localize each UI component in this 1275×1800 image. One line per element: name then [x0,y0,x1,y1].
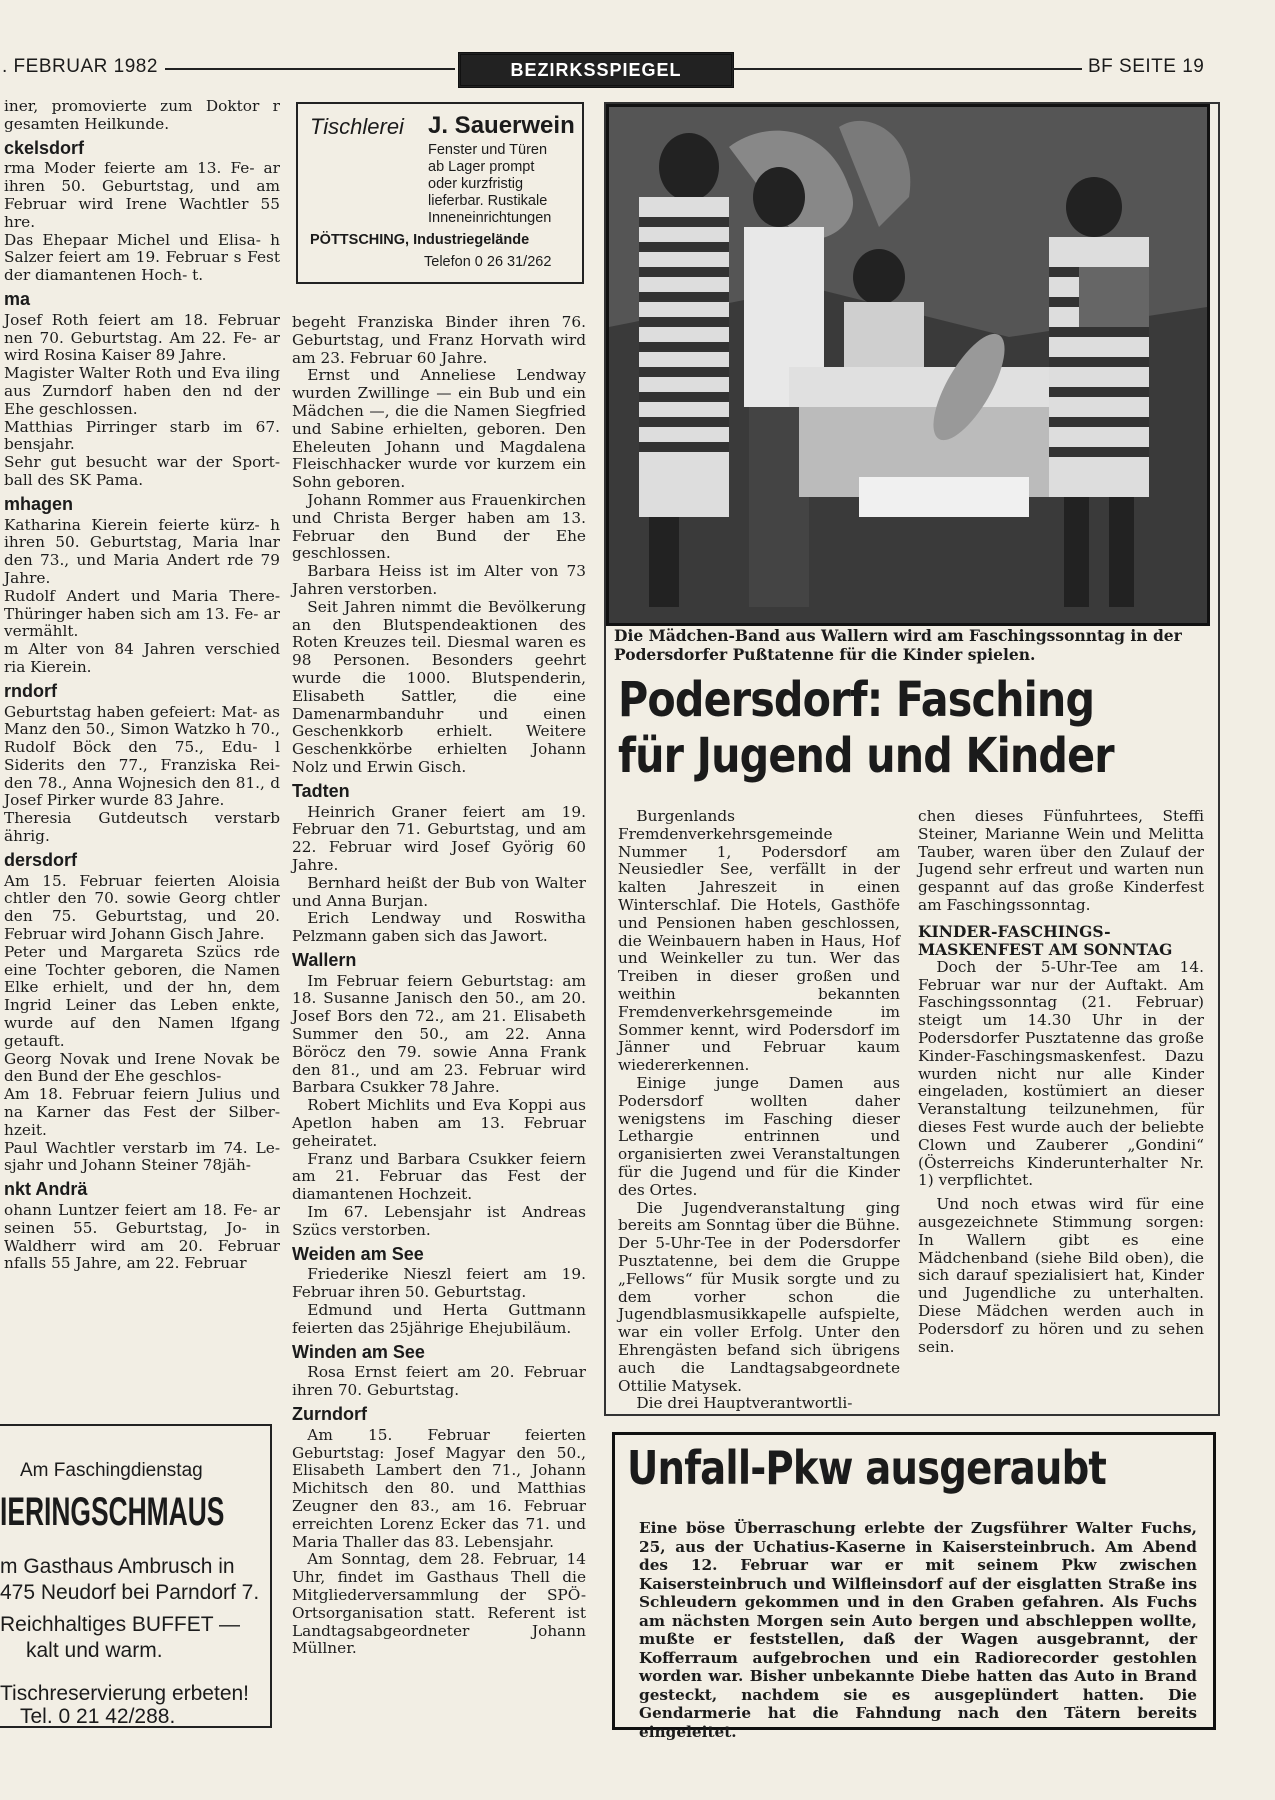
article-subheading [918,923,1204,959]
section-heading: Winden am See [292,1341,425,1362]
paragraph: Georg Novak und Irene Novak be den Bund der Ehe geschlos- [4,1049,280,1086]
article-column-right [918,808,1204,1356]
paragraph: Katharina Kierein feierte kürz- h ihren 50. Geburtstag, Maria lnar den 73., und Maria Andert rde 79 Jahre. [4,515,280,587]
section-heading: rndorf [4,680,57,701]
ad-line: m Gasthaus Ambrusch in [0,1555,235,1578]
paragraph: Friederike Nieszl feiert am 19. Februar ihren 50. Geburtstag. [292,1265,586,1302]
section-title: BEZIRKSSPIEGEL [458,52,734,88]
paragraph: ohann Luntzer feiert am 18. Fe- ar seinen 55. Geburtstag, Jo- in Waldherr wird am 20. Februar nfalls 55 Jahre, am 22. Februar [4,1201,280,1273]
section-heading: Tadten [292,780,350,801]
paragraph: Burgenlands Fremdenverkehrsgemeinde Nummer 1, Podersdorf am Neusiedler See, verfällt in der kalten Jahreszeit in einen Winterschlaf. Die Hotels, Gasthöfe und Pensionen haben geschlossen, die Weinbauern haben in Haus, Hof und Weinkeller zu tun. Wer das Treiben in dieser großen und weithin bekannten Fremdenverkehrsgemeinde im Sommer kennt, wird Podersdorf im Jänner und Februar kaum wiedererkennen. [618,807,900,1075]
paragraph: Doch der 5-Uhr-Tee am 14. Februar war nur der Auftakt. Am Faschingssonntag (21. Februar) steigt um 14.30 Uhr in der Podersdorfer Pusztatenne das große Kinder-Faschingsmaskenfest. Dazu wurden nicht nur alle Kinder eingeladen, kostümiert an dieser Veranstaltung teilzunehmen, für dieses Fest wurde auch der beliebte Clown und Zauberer „Gondini“ (Österreichs Kinderunterhalter Nr. 1) verpflichtet. [918,957,1204,1190]
band-photo-illustration [609,107,1207,623]
ad-line: Reichhaltiges BUFFET — [0,1613,241,1636]
ad-location: PÖTTSCHING, Industriegelände [310,232,530,248]
paragraph: Am 18. Februar feiern Julius und na Karner das Fest der Silber- hzeit. [4,1085,280,1139]
ad-line: Inneneinrichtungen [428,210,552,226]
subheading-line: KINDER-FASCHINGS- [918,921,1111,941]
paragraph: Die drei Hauptverantwortli- [636,1394,853,1413]
article-headline [618,672,1134,784]
paragraph: Erich Lendway und Roswitha Pelzmann gaben sich das Jawort. [292,909,586,946]
paragraph: Peter und Margareta Szücs rde eine Tochter geboren, die Namen Elke erhielt, und der hn, dem Ingrid Leiner das Leben enkte, wurde auf den Namen lfgang getauft. [4,942,280,1050]
photo-caption: Die Mädchen-Band aus Wallern wird am Faschingssonntag in der Podersdorfer Pußtatenne für die Kinder spielen. [614,626,1182,664]
paragraph: Die Jugendveranstaltung ging bereits am Sonntag über die Bühne. Der 5-Uhr-Tee in der Podersdorfer Pusztatenne, bei dem die Gruppe „Fellows“ für Musik sorgte und zu dem vorher schon die Jugendblasmusikkapelle aufspielte, war ein voller Erfolg. Unter den Ehrengästen befand sich übrigens auch die Landtagsabgeordnete Ottilie Matysek. [618,1198,900,1395]
column-births-left [0,98,280,1273]
paragraph: Edmund und Herta Guttmann feierten das 25jährige Ehejubiläum. [292,1301,586,1337]
paragraph: Am 15. Februar feierten Aloisia chtler den 70. sowie Georg chtler den 75. Geburtstag, und 20. Februar wird Johann Gisch Jahre. [4,871,280,944]
paragraph: Johann Rommer aus Frauenkirchen und Christa Berger haben am 13. Februar den Bund der Ehe geschlossen. [292,490,586,563]
paragraph: Im 67. Lebensjahr ist Andreas Szücs verstorben. [292,1203,586,1239]
ad-line: kalt und warm. [26,1639,163,1662]
ad-reservation [0,1682,249,1728]
section-heading: mhagen [4,493,74,514]
ad-line: Tel. 0 21 42/288. [20,1705,176,1728]
headline-line: Podersdorf: Fasching [618,672,1095,728]
section-heading: Wallern [292,949,357,970]
ad-tischlerei [296,102,584,284]
paragraph: Seit Jahren nimmt die Bevölkerung an den Blutspendeaktionen des Roten Kreuzes teil. Diesmal waren es 98 Personen. Besonders geehrt wurde die 1000. Blutspenderin, Elisabeth Sattler, die eine Damenarmbanduhr und einen Geschenkkorb erhielt. Weitere Geschenkkörbe erhielten Johann Nolz und Erwin Gisch. [292,597,586,776]
unfall-article [612,1432,1216,1741]
ad-buffet [0,1612,240,1664]
ad-line: oder kurzfristig [428,176,524,192]
paragraph: Magister Walter Roth und Eva iling aus Zurndorf haben den nd der Ehe geschlossen. [4,364,280,418]
ad-line: lieferbar. Rustikale [428,193,548,209]
paragraph: Robert Michlits und Eva Koppi aus Apetlon haben am 13. Februar geheiratet. [292,1096,586,1150]
header-rule-right [732,68,1082,70]
paragraph: Franz und Barbara Csukker feiern am 21. Februar das Fest der diamantenen Hochzeit. [292,1149,586,1204]
paragraph: Geburtstag haben gefeiert: Mat- as Manz den 50., Simon Watzko h 70., Rudolf Böck den 75., Edu- l Siderits den 77., Franziska Rei- den 78., Anna Wojnesich den 81., d Josef Pirker wurde 83 Jahre. [4,702,280,810]
ad-line: Tischreservierung erbeten! [0,1682,250,1705]
paragraph: Bernhard heißt der Bub von Walter und Anna Burjan. [292,873,586,910]
paragraph: Josef Roth feiert am 18. Februar nen 70. Geburtstag. Am 22. Fe- ar wird Rosina Kaiser 89 Jahre. [4,310,280,365]
paragraph: Am Sonntag, dem 28. Februar, 14 Uhr, findet im Gasthaus Thell die Mitgliederversammlung der SPÖ-Ortsorganisation statt. Referent ist Landtagsabgeordneter Johann Müllner. [292,1550,586,1658]
paragraph: Das Ehepaar Michel und Elisa- h Salzer feiert am 19. Februar s Fest der diamantenen Hoch- t. [4,230,280,285]
column-births-middle [292,314,586,1658]
header-date: . FEBRUAR 1982 [2,56,158,77]
paragraph: Heinrich Graner feiert am 19. Februar den 71. Geburtstag, und am 22. Februar wird Josef Györig 60 Jahre. [292,802,586,874]
ad-line: ab Lager prompt [428,159,535,175]
paragraph: Barbara Heiss ist im Alter von 73 Jahren verstorben. [292,562,586,598]
paragraph: begeht Franziska Binder ihren 76. Geburtstag, und Franz Horvath wird am 23. Februar 60 Jahre. [292,313,586,367]
article-column-left [618,808,900,1413]
paragraph: m Alter von 84 Jahren verschied ria Kierein. [4,640,280,676]
unfall-text: Eine böse Überraschung erlebte der Zugsführer Walter Fuchs, 25, aus der Uchatius-Kaserne in Kaisersteinbruch. Am Abend des 12. Februar war er mit seinem Pkw zwischen Kaisersteinbruch und Wilfleinsdorf auf der eisglatten Straße ins Schleudern gekommen und in den Graben gefahren. Als Fuchs am nächsten Morgen sein Auto bergen und abschleppen wollte, mußte er feststellen, daß der Wagen ausgebrannt, der Kofferraum aufgebrochen und ein Radiorecorder gestohlen worden war. Bisher unbekannte Diebe hatten das Auto in Brand gesteckt, nachdem sie es ausgeplündert hatten. Die Gendarmerie hat die Fahndung nach den Tätern bereits eingeleitet. [639,1519,1197,1741]
section-heading: Zurndorf [292,1404,367,1425]
paragraph: Sehr gut besucht war der Sport- ball des SK Pama. [4,453,280,489]
section-heading: Weiden am See [292,1243,424,1264]
section-heading: ckelsdorf [4,137,85,158]
band-photo [606,104,1210,626]
paragraph: iner, promovierte zum Doktor r gesamten Heilkunde. [4,98,280,133]
ad-line: Fenster und Türen [428,142,548,158]
ad-title: IERINGSCHMAUS [0,1490,225,1534]
unfall-headline: Unfall-Pkw ausgeraubt [627,1441,1107,1495]
paragraph: rma Moder feierte am 13. Fe- ar ihren 50. Geburtstag, und am Februar wird Irene Wachtler 55 hre. [4,159,280,231]
section-heading: nkt Andrä [4,1179,88,1200]
paragraph: Im Februar feiern Geburtstag: am 18. Susanne Janisch den 50., am 20. Josef Bors den 72., am 21. Elisabeth Summer den 50., am 22. Anna Böröcz den 79. sowie Anna Frank den 81., und am 23. Februar wird Barbara Csukker 78 Jahre. [292,971,586,1097]
ad-address [0,1554,259,1606]
ad-line: Am Faschingdienstag [20,1460,203,1481]
headline-line: für Jugend und Kinder [618,728,1114,784]
ad-prefix: Tischlerei [310,114,404,139]
ad-company-name: J. Sauerwein [428,112,575,139]
ad-line: 475 Neudorf bei Parndorf 7. [0,1581,260,1604]
paragraph: Am 15. Februar feierten Geburtstag: Josef Magyar den 50., Elisabeth Lambert den 71., Johann Michitsch den 80. und Matthias Zeugner den 83., am 16. Februar erreichten Lorenz Ecker das 71. und Maria Thaller das 83. Lebensjahr. [292,1425,586,1551]
ad-heringschmaus [0,1424,272,1728]
header-rule-left [165,68,455,70]
paragraph: Rosa Ernst feiert am 20. Februar ihren 70. Geburtstag. [292,1363,586,1400]
paragraph: Matthias Pirringer starb im 67. bensjahr. [4,417,280,454]
paragraph: Einige junge Damen aus Podersdorf wollten daher wenigstens im Fasching dieser Lethargie entrinnen und organisierten zwei Veranstaltungen für die Jugend und für die Kinder des Ortes. [618,1073,900,1199]
ad-phone: Telefon 0 26 31/262 [424,254,552,270]
header-page: BF SEITE 19 [1088,56,1205,77]
paragraph: Paul Wachtler verstarb im 74. Le- sjahr und Johann Steiner 78jäh- [4,1138,280,1175]
paragraph: chen dieses Fünfuhrtees, Steffi Steiner, Marianne Wein und Melitta Tauber, waren über den Zulauf der Jugend sehr erfreut und warten nun gespannt auf das große Kinderfest am Faschingssonntag. [918,807,1204,914]
subheading-line: MASKENFEST AM SONNTAG [918,939,1173,959]
section-heading: dersdorf [4,849,78,870]
paragraph: Rudolf Andert und Maria There- Thüringer haben sich am 13. Fe- ar vermählt. [4,586,280,641]
section-heading: ma [4,288,31,309]
paragraph: Und noch etwas wird für eine ausgezeichnete Stimmung sorgen: In Wallern gibt es eine Mädchenband (siehe Bild oben), die sich darauf spezialisiert hat, Kinder und Jugendliche zu unterhalten. Diese Mädchen werden auch in Podersdorf zu hören und zu sehen sein. [918,1195,1204,1356]
paragraph: Ernst und Anneliese Lendway wurden Zwillinge — ein Bub und ein Mädchen —, die die Namen Siegfried und Sabine erhielten, geboren. Den Eheleuten Johann und Magdalena Fleischhacker wurde vor kurzem ein Sohn geboren. [292,366,586,492]
paragraph: Theresia Gutdeutsch verstarb ährig. [4,809,280,846]
